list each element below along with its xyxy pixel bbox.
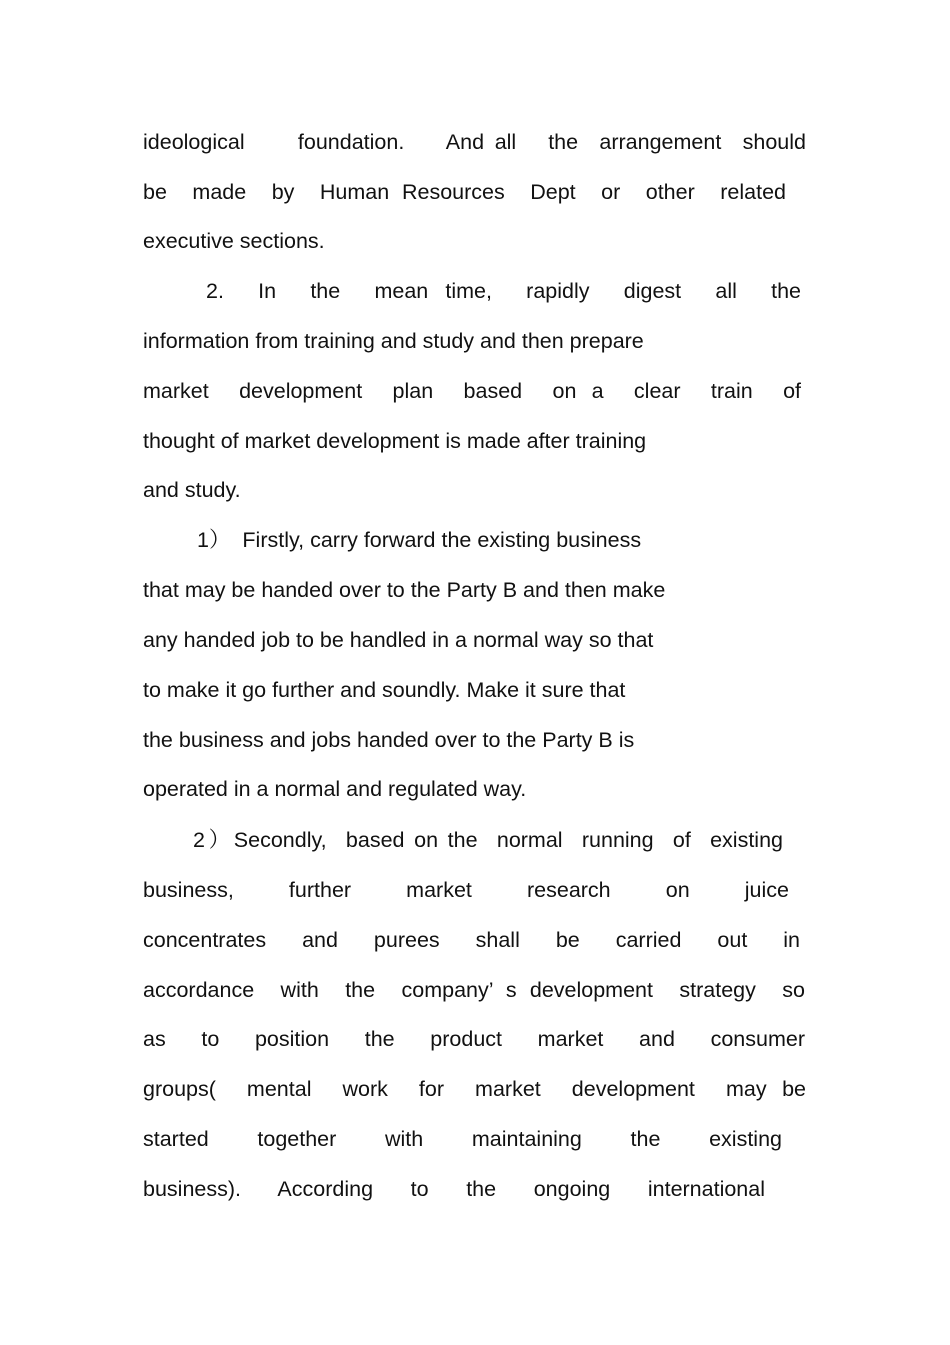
text-line-22: business). According to the ongoing international [143,1177,765,1201]
text-line-20: groups( mental work for market development may be [143,1077,806,1101]
text-line-7: thought of market development is made after training [143,429,647,453]
text-line-13: the business and jobs handed over to the Party B is [143,728,635,752]
text-line-5: information from training and study and then prepare [143,329,644,353]
text-line-8: and study. [143,478,241,502]
text-line-9: 1） Firstly, carry forward the existing business [197,528,642,552]
text-line-11: any handed job to be handled in a normal way so that [143,628,654,652]
text-line-18: accordance with the company’ s development strategy so [143,978,805,1002]
text-line-12: to make it go further and soundly. Make it sure that [143,678,626,702]
text-line-17: concentrates and purees shall be carried out in [143,928,800,952]
text-line-19: as to position the product market and consumer [143,1027,805,1051]
text-line-21: started together with maintaining the existing [143,1127,782,1151]
text-line-14: operated in a normal and regulated way. [143,777,527,801]
text-line-10: that may be handed over to the Party B and then make [143,578,666,602]
text-line-3: executive sections. [143,229,325,253]
text-line-15: 2）Secondly, based on the normal running of existing [193,828,783,852]
text-line-4: 2. In the mean time, rapidly digest all the [206,279,801,303]
text-line-16: business, further market research on juice [143,878,789,902]
text-line-6: market development plan based on a clear train of [143,379,801,403]
text-line-2: be made by Human Resources Dept or other related [143,180,786,204]
text-line-1: ideological foundation. And all the arrangement should [143,130,806,154]
